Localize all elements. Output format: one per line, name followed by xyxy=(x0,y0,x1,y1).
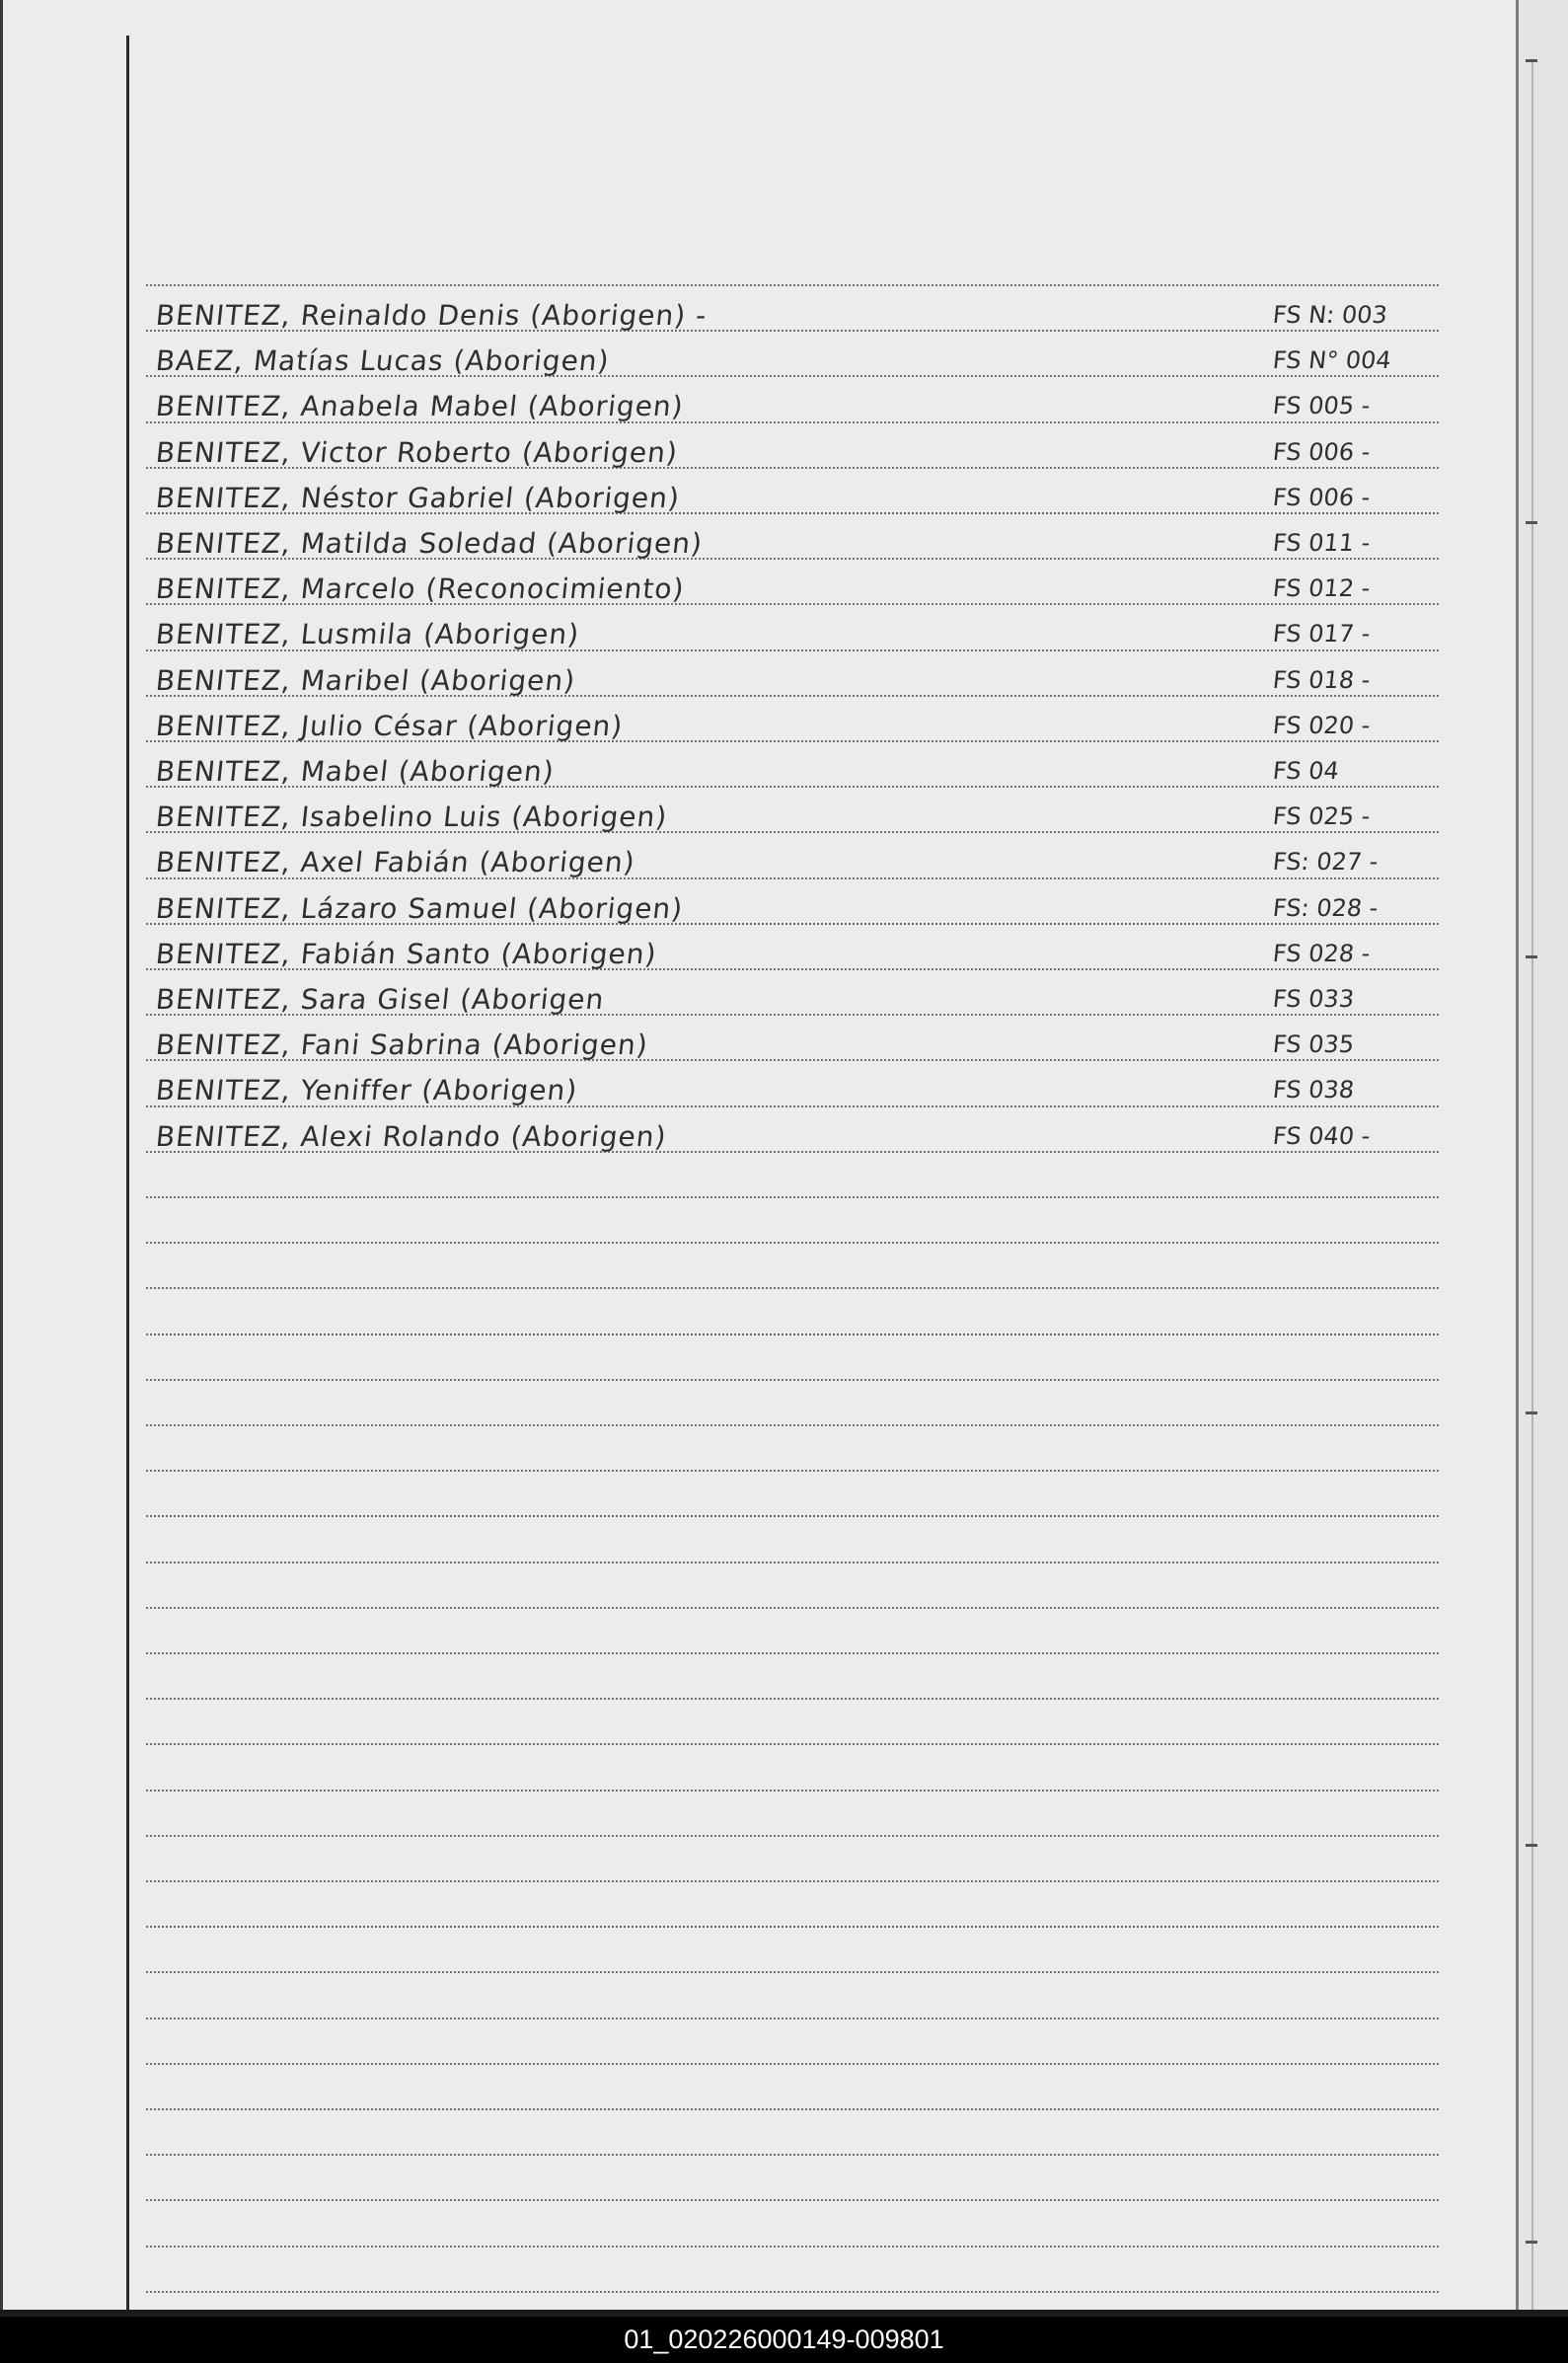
ruled-line xyxy=(146,1470,1439,1472)
ruled-line xyxy=(146,1790,1439,1791)
ruled-line xyxy=(146,2246,1439,2248)
edge-mark xyxy=(1526,59,1537,62)
ruled-line xyxy=(146,1652,1439,1654)
entry-name: BAEZ, Matías Lucas (Aborigen) xyxy=(154,344,612,377)
edge-mark xyxy=(1526,955,1537,958)
scan-edge-left xyxy=(0,0,3,2317)
entry-folio: FS 017 - xyxy=(1271,620,1372,648)
ruled-line xyxy=(146,284,1439,286)
ruled-line xyxy=(146,1607,1439,1609)
entry-name: BENITEZ, Isabelino Luis (Aborigen) xyxy=(154,800,670,833)
document-code: 01_020226000149-009801 xyxy=(624,2325,944,2354)
entry-folio: FS 038 xyxy=(1271,1076,1356,1104)
entry-name: BENITEZ, Lázaro Samuel (Aborigen) xyxy=(154,892,685,925)
ruled-line xyxy=(146,1196,1439,1198)
page-right-edge xyxy=(1516,0,1519,2310)
entry-name: BENITEZ, Fabián Santo (Aborigen) xyxy=(154,938,659,970)
ruled-line xyxy=(146,2199,1439,2201)
ruled-line xyxy=(146,1835,1439,1837)
edge-mark xyxy=(1526,1844,1537,1847)
ruled-line xyxy=(146,1334,1439,1335)
entry-folio: FS 006 - xyxy=(1271,438,1372,466)
entry-name: BENITEZ, Victor Roberto (Aborigen) xyxy=(154,436,680,469)
margin-rule xyxy=(126,36,129,2310)
entry-folio: FS 018 - xyxy=(1271,666,1372,694)
ruled-line xyxy=(146,1971,1439,1973)
entry-folio: FS 012 - xyxy=(1271,574,1372,602)
ruled-line xyxy=(146,1698,1439,1700)
entry-name: BENITEZ, Maribel (Aborigen) xyxy=(154,664,577,697)
page-right-edge-inner xyxy=(1531,59,1533,2310)
entry-folio: FS 028 - xyxy=(1271,940,1372,967)
ruled-line xyxy=(146,2154,1439,2156)
ruled-line xyxy=(146,2018,1439,2020)
entry-name: BENITEZ, Anabela Mabel (Aborigen) xyxy=(154,390,686,422)
entry-name: BENITEZ, Yeniffer (Aborigen) xyxy=(154,1074,580,1106)
edge-mark xyxy=(1526,521,1537,524)
ruled-line xyxy=(146,1743,1439,1745)
edge-mark xyxy=(1526,2241,1537,2244)
entry-name: BENITEZ, Julio César (Aborigen) xyxy=(154,710,626,742)
entry-name: BENITEZ, Néstor Gabriel (Aborigen) xyxy=(154,482,682,514)
entry-folio: FS 011 - xyxy=(1271,529,1372,557)
entry-folio: FS: 027 - xyxy=(1271,848,1380,876)
entry-name: BENITEZ, Axel Fabián (Aborigen) xyxy=(154,846,637,878)
entry-folio: FS 04 xyxy=(1271,757,1341,785)
entry-name: BENITEZ, Marcelo (Reconocimiento) xyxy=(154,572,687,605)
ruled-line xyxy=(146,1379,1439,1381)
entry-folio: FS N: 003 xyxy=(1271,301,1389,329)
entry-name: BENITEZ, Alexi Rolando (Aborigen) xyxy=(154,1120,669,1153)
ruled-line xyxy=(146,1880,1439,1882)
entry-folio: FS N° 004 xyxy=(1271,346,1393,374)
entry-name: BENITEZ, Mabel (Aborigen) xyxy=(154,755,557,788)
ruled-line xyxy=(146,1926,1439,1928)
entry-folio: FS 025 - xyxy=(1271,802,1372,830)
entry-folio: FS 005 - xyxy=(1271,392,1372,419)
entry-folio: FS 033 xyxy=(1271,985,1356,1013)
entry-folio: FS 035 xyxy=(1271,1030,1356,1058)
ruled-line xyxy=(146,1242,1439,1244)
ruled-line xyxy=(146,1515,1439,1517)
ruled-line xyxy=(146,1562,1439,1563)
ruled-line xyxy=(146,2291,1439,2293)
entry-folio: FS 020 - xyxy=(1271,712,1372,739)
entry-name: BENITEZ, Sara Gisel (Aborigen xyxy=(154,983,607,1016)
entry-name: BENITEZ, Lusmila (Aborigen) xyxy=(154,618,581,650)
scan-edge-bottom xyxy=(0,2310,1568,2317)
ruled-line xyxy=(146,1424,1439,1426)
page-right-strip xyxy=(1519,0,1568,2310)
entry-name: BENITEZ, Reinaldo Denis (Aborigen) - xyxy=(154,299,709,332)
entry-folio: FS: 028 - xyxy=(1271,894,1380,922)
entry-name: BENITEZ, Matilda Soledad (Aborigen) xyxy=(154,527,705,560)
entry-folio: FS 006 - xyxy=(1271,484,1372,511)
entry-name: BENITEZ, Fani Sabrina (Aborigen) xyxy=(154,1029,650,1061)
entry-folio: FS 040 - xyxy=(1271,1122,1372,1150)
ruled-line xyxy=(146,2063,1439,2065)
ruled-line xyxy=(146,1287,1439,1289)
edge-mark xyxy=(1526,1411,1537,1414)
ruled-line xyxy=(146,2108,1439,2110)
